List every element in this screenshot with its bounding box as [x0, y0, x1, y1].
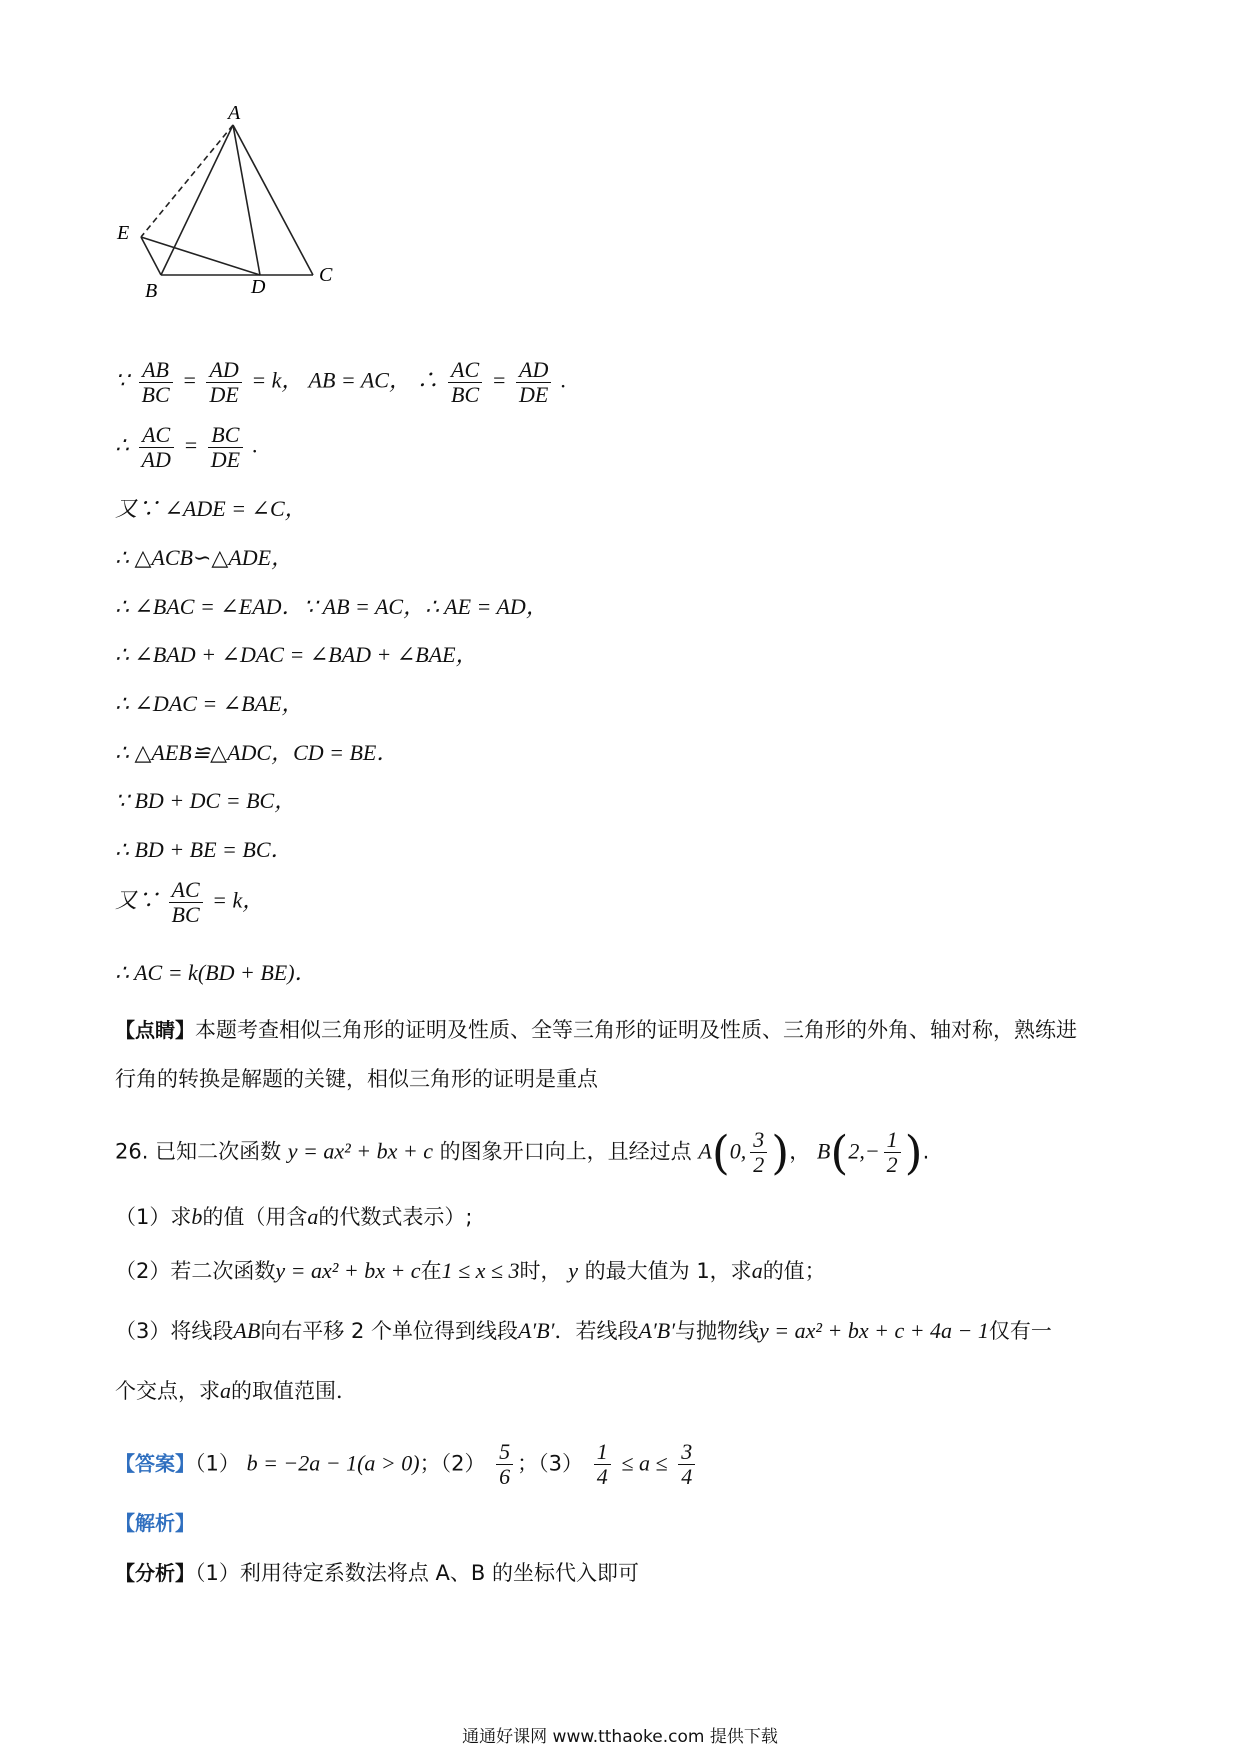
question-number: 26. — [115, 1139, 149, 1164]
label-e: E — [117, 222, 130, 244]
question-26-part-3-line-2: 个交点，求a的取值范围． — [115, 1378, 357, 1403]
proof-line-9: ∵ BD + DC = BC， — [115, 788, 297, 813]
jiexi-line — [115, 1508, 195, 1538]
proof-line-7: ∴ ∠DAC = ∠BAE， — [115, 691, 304, 716]
question-26-part-1: （1）求b的值（用含a的代数式表示）; — [115, 1204, 473, 1229]
label-b: B — [145, 280, 158, 302]
proof-line-3: 又∵ ∠ADE = ∠C， — [115, 496, 307, 521]
edge-ad — [233, 125, 260, 275]
proof-line-8: ∴ △AEB≌△ADC，CD = BE． — [115, 740, 399, 765]
edge-ac — [233, 125, 313, 275]
answer-tag: 【答案】 — [115, 1451, 195, 1476]
triangle-figure — [115, 105, 395, 335]
answer-3-right-frac: $\frac{3}{4}$ — [678, 1440, 695, 1489]
frac-bc-de: $\frac{BC}{DE}$ — [208, 423, 243, 472]
answer-line: 【答案】（1） b = −2a − 1(a > 0)；（2） $\frac{5}{6}$ ；（3） $\frac{1}{4}$ ≤ a ≤ $\frac{3}{4}$ — [115, 1440, 699, 1489]
answer-3-left-frac: $\frac{1}{4}$ — [594, 1440, 611, 1489]
dianjing-tag: 【点睛】 — [115, 1018, 195, 1042]
fenxi-tag: 【分析】 — [115, 1561, 195, 1585]
proof-line-11: 又∵ $\frac{AC}{BC}$ = k， — [115, 877, 265, 927]
question-26-part-3-line-1: （3）将线段AB向右平移 2 个单位得到线段A′B′．若线段A′B′与抛物线y = ax² + bx + c + 4a − 1仅有一 — [115, 1318, 1052, 1343]
label-a: A — [228, 105, 241, 124]
question-26-stem: 26. 已知二次函数 y = ax² + bx + c 的图象开口向上，且经过点 A(0, $\frac{3}{2}$ )， B(2,− $\frac{1}{2}$ ). — [115, 1125, 930, 1180]
label-c: C — [319, 264, 333, 286]
point-a-frac: $\frac{3}{2}$ — [750, 1128, 767, 1177]
jiexi-tag: 【解析】 — [115, 1511, 195, 1535]
dianjing-line-2: 行角的转换是解题的关键，相似三角形的证明是重点 — [115, 1067, 598, 1091]
dianjing-line-1: 【点睛】本题考查相似三角形的证明及性质、全等三角形的证明及性质、三角形的外角、轴对称，熟练进 — [115, 1018, 1077, 1042]
page-footer: 通通好课网 www.tthaoke.com 提供下载 — [462, 1727, 778, 1747]
label-d: D — [251, 276, 266, 298]
frac-ab-bc: $\frac{AB}{BC}$ — [139, 358, 173, 407]
frac-ad-de-2: $\frac{AD}{DE}$ — [516, 358, 551, 407]
frac-ac-bc-k: $\frac{AC}{BC}$ — [169, 878, 203, 927]
point-b-frac: $\frac{1}{2}$ — [884, 1128, 901, 1177]
frac-ad-de: $\frac{AD}{DE}$ — [206, 358, 241, 407]
proof-line-10: ∴ BD + BE = BC． — [115, 837, 293, 862]
proof-line-1: ∵ $\frac{AB}{BC}$ = $\frac{AD}{DE}$ = k， AB = AC， ∴ $\frac{AC}{BC}$ = $\frac{AD}{DE}$ . — [115, 357, 567, 407]
proof-line-12: ∴ AC = k(BD + BE)． — [115, 960, 317, 985]
proof-line-5: ∴ ∠BAC = ∠EAD．∵ AB = AC，∴ AE = AD， — [115, 594, 548, 619]
answer-2-frac: $\frac{5}{6}$ — [496, 1440, 513, 1489]
fenxi-line: 【分析】（1）利用待定系数法将点 A、B 的坐标代入即可 — [115, 1561, 639, 1585]
proof-line-2: ∴ $\frac{AC}{AD}$ = $\frac{BC}{DE}$ . — [115, 422, 259, 472]
proof-line-4: ∴ △ACB∽△ADE， — [115, 545, 294, 570]
frac-ac-ad: $\frac{AC}{AD}$ — [139, 423, 174, 472]
question-26-part-2: （2）若二次函数y = ax² + bx + c在1 ≤ x ≤ 3时， y 的最大值为 1，求a的值； — [115, 1258, 826, 1283]
proof-line-6: ∴ ∠BAD + ∠DAC = ∠BAD + ∠BAE， — [115, 642, 478, 667]
edge-ab — [161, 125, 233, 275]
frac-ac-bc: $\frac{AC}{BC}$ — [448, 358, 482, 407]
